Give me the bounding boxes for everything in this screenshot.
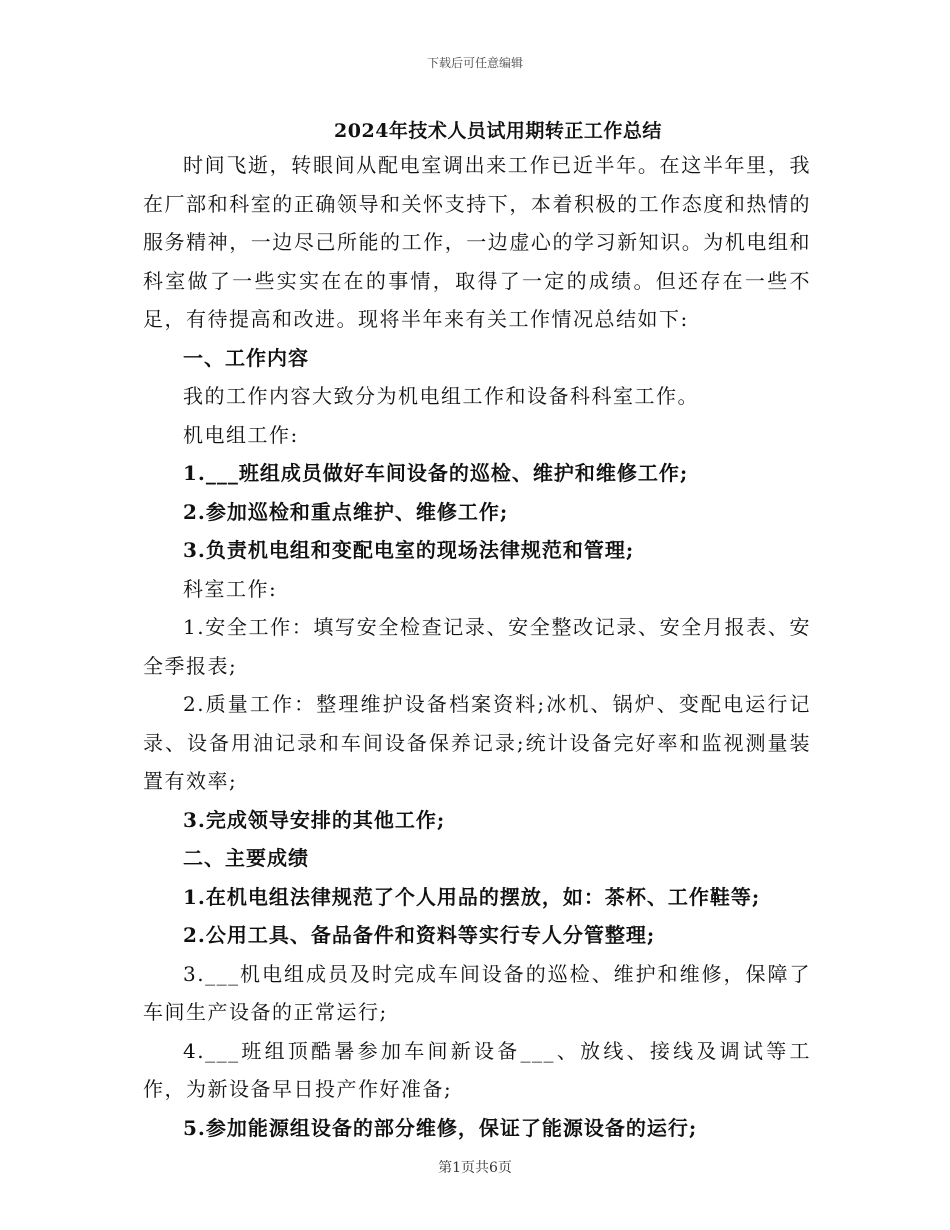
- document-title: 2024年技术人员试用期转正工作总结: [334, 120, 662, 142]
- list-item: 3.完成领导安排的其他工作;: [183, 807, 446, 832]
- list-item: 2.公用工具、备品备件和资料等实行专人分管整理;: [183, 923, 656, 947]
- list-item: 2.参加巡检和重点维护、维修工作;: [183, 499, 509, 524]
- paragraph-intro: 时间飞逝，转眼间从配电室调出来工作已近半年。在这半年里，我在厂部和科室的正确领导和关怀支持下，本着积极的工作态度和热情的服务精神，一边尽己所能的工作，一边虚心的学习新知识。为机电组和科室做了一些实实在在的事情，取得了一定的成绩。但还存在一些不足，有待提高和改进。现将半年来有关工作情况总结如下:: [143, 153, 811, 331]
- section-heading-work-content: 一、工作内容: [183, 345, 309, 370]
- paragraph: 我的工作内容大致分为机电组工作和设备科科室工作。: [183, 384, 699, 408]
- section-heading-achievements: 二、主要成绩: [183, 846, 309, 870]
- subheading-electromech-work: 机电组工作:: [183, 422, 299, 447]
- subheading-office-work: 科室工作:: [183, 576, 278, 601]
- document-body: [143, 146, 811, 1147]
- page-header: 下载后可任意编辑: [426, 56, 523, 70]
- list-item: 3.负责机电组和变配电室的现场法律规范和管理;: [183, 538, 635, 562]
- list-item: 1.___班组成员做好车间设备的巡检、维护和维修工作;: [183, 461, 689, 485]
- list-item: 3.___机电组成员及时完成车间设备的巡检、维护和维修，保障了车间生产设备的正常运行;: [143, 961, 811, 1024]
- list-item: 4.___班组顶酷暑参加车间新设备___、放线、接线及调试等工作，为新设备早日投产作好准备;: [143, 1038, 811, 1101]
- list-item: 1.安全工作：填写安全检查记录、安全整改记录、安全月报表、安全季报表;: [143, 615, 811, 678]
- list-item: 5.参加能源组设备的部分维修，保证了能源设备的运行;: [183, 1115, 698, 1140]
- page-footer: 第1页共6页: [438, 1160, 512, 1176]
- list-item: 2.质量工作：整理维护设备档案资料;冰机、锅炉、变配电运行记录、设备用油记录和车间设备保养记录;统计设备完好率和监视测量装置有效率;: [143, 692, 811, 793]
- list-item: 1.在机电组法律规范了个人用品的摆放，如：茶杯、工作鞋等;: [183, 884, 761, 909]
